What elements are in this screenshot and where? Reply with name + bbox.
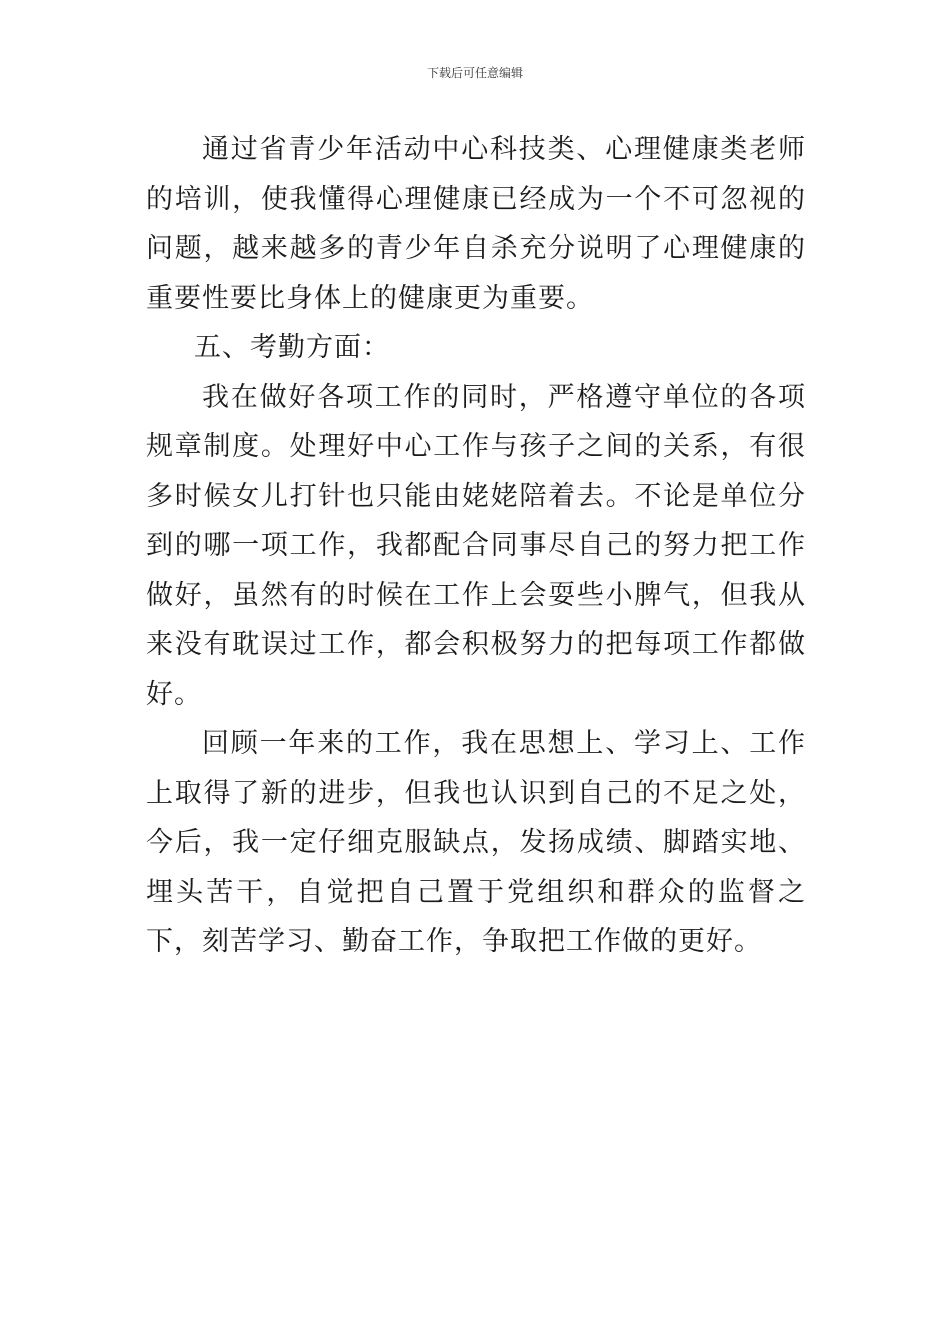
paragraph-attendance: 我在做好各项工作的同时，严格遵守单位的各项规章制度。处理好中心工作与孩子之间的关系，有很多时候女儿打针也只能由姥姥陪着去。不论是单位分到的哪一项工作，我都配合同事尽自己的努力把工作做好，虽然有的时候在工作上会耍些小脾气，但我从来没有耽误过工作，都会积极努力的把每项工作都做好。 (146, 381, 806, 710)
paragraph-review: 回顾一年来的工作，我在思想上、学习上、工作上取得了新的进步，但我也认识到自己的不足之处，今后，我一定仔细克服缺点，发扬成绩、脚踏实地、埋头苦干，自觉把自己置于党组织和群众的监督之下，刻苦学习、勤奋工作，争取把工作做的更好。 (146, 728, 806, 957)
section-heading-attendance: 五、考勤方面： (194, 332, 390, 363)
paragraph-psychology-training: 通过省青少年活动中心科技类、心理健康类老师的培训，使我懂得心理健康已经成为一个不可忽视的问题，越来越多的青少年自杀充分说明了心理健康的重要性要比身体上的健康更为重要。 (146, 134, 806, 314)
document-body (146, 125, 806, 967)
page-header: 下载后可任意编辑 (426, 66, 523, 80)
